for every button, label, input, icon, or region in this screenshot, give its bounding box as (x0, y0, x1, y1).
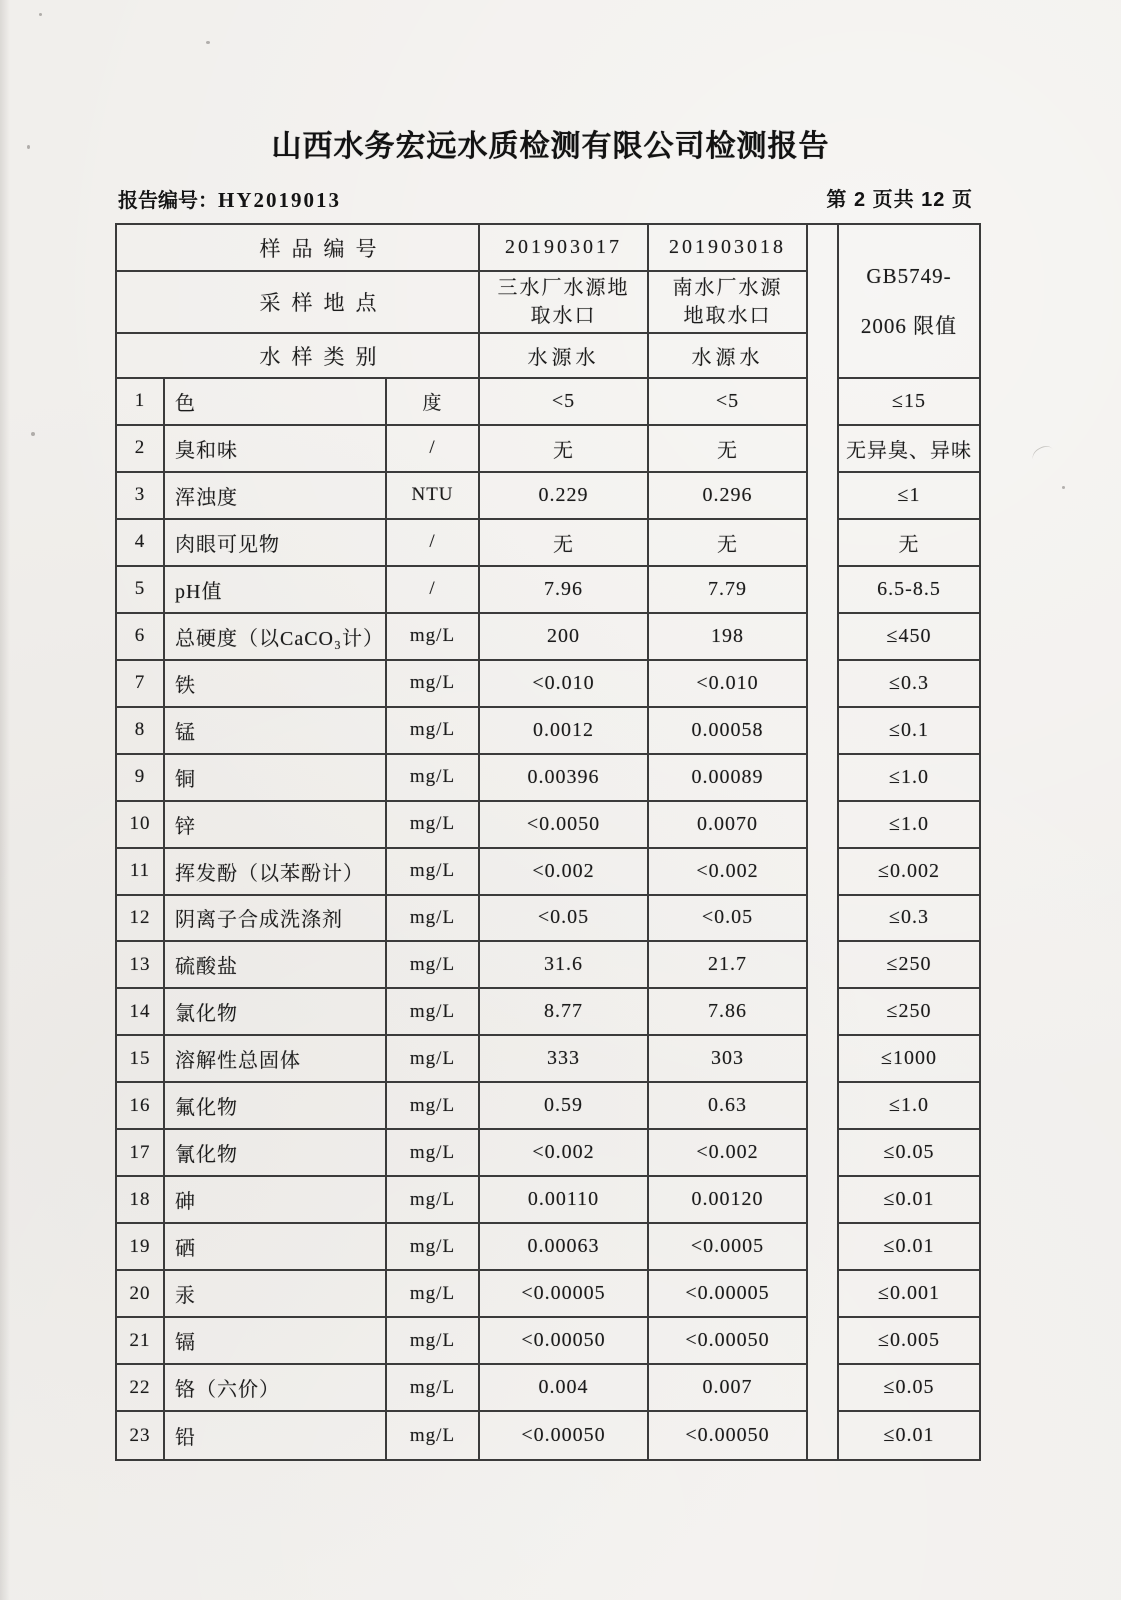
unit-cell: NTU (387, 473, 480, 520)
sampling-location-label-cell: 采样地点 (117, 272, 480, 334)
sample1-value-cell: <0.05 (480, 896, 649, 943)
row-number-cell: 17 (117, 1130, 165, 1177)
sample2-value-cell: 0.0070 (649, 802, 808, 849)
sample2-value-cell: <5 (649, 379, 808, 426)
unit-cell: mg/L (387, 1224, 480, 1271)
unit-cell: 度 (387, 379, 480, 426)
unit-cell: mg/L (387, 1083, 480, 1130)
sample1-value-cell: <0.0050 (480, 802, 649, 849)
sample2-value-cell: <0.05 (649, 896, 808, 943)
sample2-value-cell: 0.63 (649, 1083, 808, 1130)
limit-value-cell: ≤0.001 (839, 1271, 979, 1318)
scan-speck (206, 41, 210, 44)
report-table (115, 223, 981, 1461)
sample2-value-cell: 无 (649, 520, 808, 567)
unit-cell: / (387, 426, 480, 473)
sample1-location-line1: 三水厂水源地 (497, 277, 630, 299)
sample1-value-cell: 无 (480, 426, 649, 473)
unit-cell: mg/L (387, 1036, 480, 1083)
unit-cell: mg/L (387, 1412, 480, 1459)
sample1-id-cell: 201903017 (480, 225, 649, 272)
report-meta-row (115, 186, 981, 214)
limit-value-cell: ≤250 (839, 942, 979, 989)
limit-value-cell: ≤0.3 (839, 661, 979, 708)
limit-value-cell: 无异臭、异味 (839, 426, 979, 473)
unit-cell: mg/L (387, 802, 480, 849)
sample2-value-cell: 7.79 (649, 567, 808, 614)
limit-value-cell: ≤0.05 (839, 1130, 979, 1177)
sample2-value-cell: <0.00005 (649, 1271, 808, 1318)
sample1-value-cell: 0.00396 (480, 755, 649, 802)
limit-value-cell: ≤0.002 (839, 849, 979, 896)
unit-cell: mg/L (387, 942, 480, 989)
row-number-cell: 5 (117, 567, 165, 614)
parameter-name-cell: 硫酸盐 (165, 942, 387, 989)
parameter-name-cell: 汞 (165, 1271, 387, 1318)
report-number (118, 186, 341, 215)
limit-value-cell: 无 (839, 520, 979, 567)
unit-cell: mg/L (387, 755, 480, 802)
limit-value-cell: ≤1.0 (839, 1083, 979, 1130)
report-number-value: HY2019013 (218, 188, 341, 212)
unit-cell: / (387, 520, 480, 567)
page-title: 山西水务宏远水质检测有限公司检测报告 (271, 130, 830, 163)
scan-hair-mark (1030, 443, 1056, 467)
row-number-cell: 1 (117, 379, 165, 426)
parameter-name-cell: 砷 (165, 1177, 387, 1224)
sample2-value-cell: 0.007 (649, 1365, 808, 1412)
row-number-cell: 18 (117, 1177, 165, 1224)
parameter-name-cell: 溶解性总固体 (165, 1036, 387, 1083)
parameter-name-cell: 浑浊度 (165, 473, 387, 520)
sample1-value-cell: <0.002 (480, 1130, 649, 1177)
sample2-value-cell: 0.00089 (649, 755, 808, 802)
sample1-value-cell: 0.00110 (480, 1177, 649, 1224)
sample1-value-cell: 31.6 (480, 942, 649, 989)
scan-speck (39, 13, 42, 16)
unit-cell: mg/L (387, 896, 480, 943)
report-number-label: 报告编号： (118, 190, 218, 212)
sample2-value-cell: <0.00050 (649, 1412, 808, 1459)
row-number-cell: 12 (117, 896, 165, 943)
sample1-value-cell: 0.004 (480, 1365, 649, 1412)
sample1-value-cell: <0.002 (480, 849, 649, 896)
sample2-value-cell: <0.00050 (649, 1318, 808, 1365)
sample2-value-cell: 21.7 (649, 942, 808, 989)
row-number-cell: 4 (117, 520, 165, 567)
sample2-value-cell: 198 (649, 614, 808, 661)
sample2-value-cell: 0.00058 (649, 708, 808, 755)
row-number-cell: 20 (117, 1271, 165, 1318)
sample1-value-cell: 333 (480, 1036, 649, 1083)
parameter-name-cell: 锰 (165, 708, 387, 755)
limit-value-cell: ≤250 (839, 989, 979, 1036)
parameter-name-cell: 铁 (165, 661, 387, 708)
sample1-value-cell: 0.0012 (480, 708, 649, 755)
unit-cell: mg/L (387, 1177, 480, 1224)
limit-value-cell: ≤0.01 (839, 1224, 979, 1271)
sample2-value-cell: 0.00120 (649, 1177, 808, 1224)
parameter-name-cell: pH值 (165, 567, 387, 614)
unit-cell: mg/L (387, 1365, 480, 1412)
unit-cell: mg/L (387, 849, 480, 896)
unit-cell: mg/L (387, 989, 480, 1036)
limit-standard-cell (839, 225, 979, 379)
row-number-cell: 14 (117, 989, 165, 1036)
sample2-location-line1: 南水厂水源 (672, 277, 783, 299)
scan-edge-shadow (0, 0, 10, 1600)
unit-cell: / (387, 567, 480, 614)
unit-cell: mg/L (387, 1271, 480, 1318)
unit-cell: mg/L (387, 1318, 480, 1365)
limit-value-cell: ≤0.3 (839, 896, 979, 943)
row-number-cell: 10 (117, 802, 165, 849)
parameter-name-cell: 挥发酚（以苯酚计） (165, 849, 387, 896)
page-indicator: 第 2 页共 12 页 (826, 189, 973, 211)
unit-cell: mg/L (387, 1130, 480, 1177)
parameter-name-cell: 硒 (165, 1224, 387, 1271)
sample1-value-cell: 8.77 (480, 989, 649, 1036)
sample-type-label-cell: 水样类别 (117, 334, 480, 379)
scan-speck (31, 432, 35, 436)
sample2-value-cell: 303 (649, 1036, 808, 1083)
sample1-value-cell: 0.00063 (480, 1224, 649, 1271)
limit-value-cell: ≤0.1 (839, 708, 979, 755)
parameter-name-cell: 肉眼可见物 (165, 520, 387, 567)
sample2-location-cell (649, 272, 808, 334)
row-number-cell: 3 (117, 473, 165, 520)
limit-value-cell: ≤1 (839, 473, 979, 520)
limit-value-cell: ≤1000 (839, 1036, 979, 1083)
row-number-cell: 19 (117, 1224, 165, 1271)
parameter-name-cell: 氯化物 (165, 989, 387, 1036)
parameter-name-cell: 镉 (165, 1318, 387, 1365)
row-number-cell: 23 (117, 1412, 165, 1459)
parameter-name-cell: 锌 (165, 802, 387, 849)
sample2-value-cell: 7.86 (649, 989, 808, 1036)
parameter-name-cell: 色 (165, 379, 387, 426)
sample1-value-cell: 0.229 (480, 473, 649, 520)
sample1-location-line2: 取水口 (530, 305, 597, 327)
parameter-name-cell: 总硬度（以CaCO₃计） (165, 614, 387, 661)
limit-value-cell: ≤0.005 (839, 1318, 979, 1365)
parameter-name-cell: 氟化物 (165, 1083, 387, 1130)
parameter-name-cell: 铜 (165, 755, 387, 802)
parameter-name-cell: 铬（六价） (165, 1365, 387, 1412)
row-number-cell: 2 (117, 426, 165, 473)
limit-value-cell: 6.5-8.5 (839, 567, 979, 614)
limit-value-cell: ≤1.0 (839, 755, 979, 802)
row-number-cell: 6 (117, 614, 165, 661)
row-number-cell: 7 (117, 661, 165, 708)
unit-cell: mg/L (387, 708, 480, 755)
sample1-value-cell: <0.00050 (480, 1318, 649, 1365)
sample2-value-cell: <0.0005 (649, 1224, 808, 1271)
unit-cell: mg/L (387, 614, 480, 661)
row-number-cell: 9 (117, 755, 165, 802)
limit-value-cell: ≤15 (839, 379, 979, 426)
sample1-type-cell: 水源水 (480, 334, 649, 379)
sample1-value-cell: 0.59 (480, 1083, 649, 1130)
unit-cell: mg/L (387, 661, 480, 708)
sample2-value-cell: <0.002 (649, 1130, 808, 1177)
sample1-value-cell: 无 (480, 520, 649, 567)
sample2-value-cell: <0.010 (649, 661, 808, 708)
row-number-cell: 11 (117, 849, 165, 896)
sample1-value-cell: 200 (480, 614, 649, 661)
sample2-value-cell: 无 (649, 426, 808, 473)
row-number-cell: 8 (117, 708, 165, 755)
limit-value-cell: ≤0.01 (883, 1424, 935, 1446)
scan-speck (1062, 486, 1065, 489)
sample1-location-cell (480, 272, 649, 334)
limit-value-cell: ≤1.0 (839, 802, 979, 849)
row-number-cell: 13 (117, 942, 165, 989)
parameter-name-cell: 阴离子合成洗涤剂 (165, 896, 387, 943)
sample1-value-cell: <0.010 (480, 661, 649, 708)
limit-standard-line1: GB5749- (866, 264, 952, 288)
sample2-value-cell: 0.296 (649, 473, 808, 520)
row-number-cell: 15 (117, 1036, 165, 1083)
sample-id-label-cell: 样品编号 (117, 225, 480, 272)
sample2-type-cell: 水源水 (649, 334, 808, 379)
limit-value-cell: ≤450 (839, 614, 979, 661)
sample1-value-cell: <0.00050 (480, 1412, 649, 1459)
row-number-cell: 21 (117, 1318, 165, 1365)
sample1-value-cell: 7.96 (480, 567, 649, 614)
sample1-value-cell: <0.00005 (480, 1271, 649, 1318)
sample2-value-cell: <0.002 (649, 849, 808, 896)
limit-value-cell: ≤0.05 (839, 1365, 979, 1412)
table-gutter-column (808, 225, 839, 1459)
scan-speck (27, 145, 30, 149)
sample2-id-cell: 201903018 (649, 225, 808, 272)
limit-value-cell: ≤0.01 (839, 1177, 979, 1224)
row-number-cell: 22 (117, 1365, 165, 1412)
row-number-cell: 16 (117, 1083, 165, 1130)
parameter-name-cell: 铅 (165, 1412, 387, 1459)
parameter-name-cell: 氰化物 (165, 1130, 387, 1177)
limit-standard-line2: 2006 限值 (860, 314, 958, 338)
sample1-value-cell: <5 (480, 379, 649, 426)
parameter-name-cell: 臭和味 (165, 426, 387, 473)
sample2-location-line2: 地取水口 (683, 305, 772, 327)
